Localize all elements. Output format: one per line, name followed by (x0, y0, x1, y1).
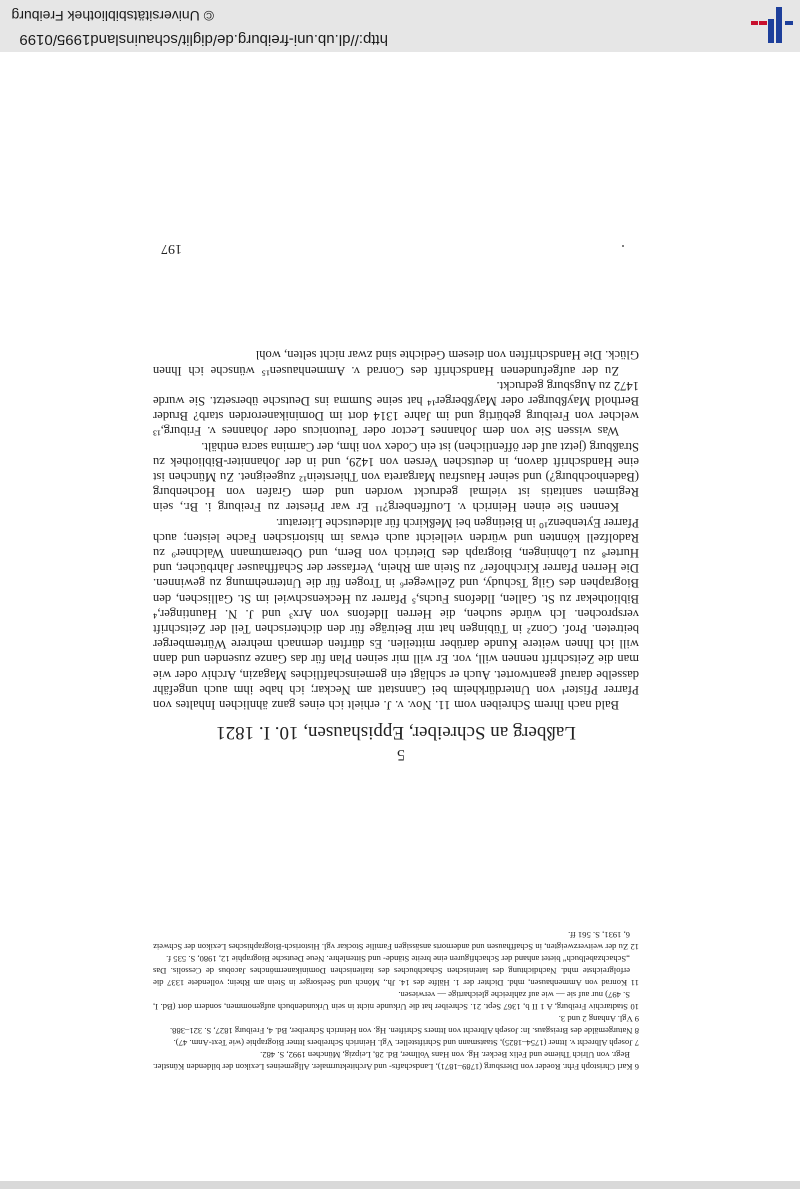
logo-bar (776, 7, 782, 43)
logo-bar (768, 19, 774, 43)
footnote: 9 Vgl. Anhang 2 und 3. (558, 1014, 639, 1024)
footnote: 11 Konrad von Ammenhausen, mhd. Dichter der 1. Hälfte des 14. Jh., Mönch und Seelsorger in Stein am Rhein; vollendete 1337 die erfolgreichste mhd. Nachdichtung des lateinischen Schachbuches des italienischen Dominikanermönches Jacobus de Cessolis. Das „Schachzabelbuch“ bietet anhand der Schachfiguren eine breite Stände- und Sittenlehre. Neue Deutsche Biographie 12, 1980, S. 535 f. (153, 954, 639, 988)
body-paragraph: Kennen Sie einen Heinrich v. Louffenberg?¹¹ Er war Priester zu Freiburg i. Br., sein Regimen sanitatis ist vielmal gedruckt worden und dem Grafen von Hochenburg (Badenhochburg?) und seiner Hausfrau Margareta von Thierstein¹² zugeeignet. Zu München ist eine Handschrift davon, in deutschen Versen von 1429, und in der Johanniter-Bibliothek zu Straßburg (jetzt auf der öffentlichen) ist ein Codex von ihm, der Carmina sacra enthält. (153, 439, 639, 515)
footnote: 10 Stadtarchiv Freiburg, A 1 II b, 1367 Sept. 21. Schreiber hat die Urkunde nicht in sein Urkundenbuch aufgenommen, sondern dort (Bd. I, S. 497) nur auf sie — wie auf zahlreiche gleichartige — verwiesen. (153, 990, 639, 1012)
body-paragraph: Bald nach Ihrem Schreiben vom 11. Nov. v. J. erhielt ich eines ganz ähnlichen Inhaltes von Pfarrer Pfister¹ von Unterdürkheim bei Cannstatt am Neckar; ich habe ihm auch ungefähr dasselbe darauf geantwortet. Auch er schlägt ein gemeinschaftliches Magazin, Archiv oder wie man die Zeitschrift nennen will, vor. Er will mir seinen Plan für das Ganze zusenden und dann will ich Ihnen weitere Kunde darüber mitteilen. Es dürften demnach mehrere Würtemberger beitreten. Prof. Conz² in Tübingen hat mir Beiträge für den dichterischen Teil der Zeitschrift versprochen. Ich würde suchen, die Herren Ildefons von Arx³ und J. N. Hauntinger,⁴ Bibliothekar zu St. Gallen, Ildefons Fuchs,⁵ Pfarrer zu Heckenschwiel im St. Gallischen, den Biographen des Gilg Tschudy, und Zellweger⁶ in Trogen für die Unternehmung zu gewinnen. Die Herren Pfarrer Kirchhofer⁷ zu Stein am Rhein, Verfasser der Schaffhauser Jahrbücher, und Hurter⁸ zu Löhningen, Biograph des Dietrich von Bern, und Oberamtmann Walchner⁹ zu Radolfzell könnten und würden vielleicht auch etwas im historischen Fache leisten; auch Pfarrer Eytenbenz¹⁰ in Bietingen bei Meßkirch für altdeutsche Literatur. (153, 515, 639, 712)
footnote: 8 Naturgemälde des Breisgaus. In: Joseph Albrecht von Ittners Schriften. Hg. von Heinrich Schreiber, Bd. 4, Freiburg 1827, S. 321–388. (169, 1026, 639, 1036)
body-paragraph: Was wissen Sie von dem Johannes Lector oder Teutonicus oder Johannes v. Friburg,¹³ welcher von Freiburg gebürtig und im Jahre 1314 dort im Dominikanerorden starb? Bruder Berthold Mayßburger oder Mayßberger¹⁴ hat seine Summa ins Deutsche übersetzt. Sie wurde 1472 zu Augsburg gedruckt. (153, 378, 639, 439)
library-credit: © Universitätsbibliothek Freiburg (11, 8, 214, 24)
library-logo-icon (751, 7, 793, 47)
speck-mark (622, 245, 624, 247)
logo-bar (785, 21, 793, 25)
bottom-strip (0, 1181, 800, 1189)
footnotes (153, 929, 639, 1073)
page-number: 197 (161, 241, 182, 256)
logo-bar (759, 21, 767, 25)
body-paragraph: Zu der aufgefundenen Handschrift des Conrad v. Ammenhausen¹⁵ wünsche ich Ihnen Glück. Die Handschriften von diesem Gedichte sind zwar nicht selten, wohl (153, 348, 639, 378)
footnote: 6 Karl Christoph Frhr. Roeder von Diersburg (1789–1871), Landschafts- und Architekturmaler. Allgemeines Lexikon der bildenden Künstler. Begr. von Ulrich Thieme und Felix Becker. Hg. von Hans Vollmer, Bd. 28, Leipzig, München 1992, S. 482. (152, 1050, 639, 1072)
letter-title: Laßberg an Schreiber, Eppishausen, 10. I. 1821 (216, 722, 576, 743)
letter-body (153, 347, 639, 712)
letter-number: 5 (397, 746, 405, 763)
document-url-link[interactable]: http://dl.ub.uni-freiburg.de/diglit/schauinsland1995/0199 (19, 31, 388, 48)
header-bar (0, 0, 800, 52)
footnote: 12 Zu der weitverzweigten, in Schaffhausen und andernorts ansässigen Familie Stockar vgl. Historisch-Biographisches Lexikon der Schweiz 6, 1931, S. 561 ff. (153, 930, 639, 952)
logo-bar (751, 21, 758, 25)
footnote: 7 Joseph Albrecht v. Ittner (1754–1825), Staatsmann und Schriftsteller. Vgl. Heinrich Schreibers Ittner Biographie (wie Text-Anm. 47). (173, 1038, 639, 1048)
